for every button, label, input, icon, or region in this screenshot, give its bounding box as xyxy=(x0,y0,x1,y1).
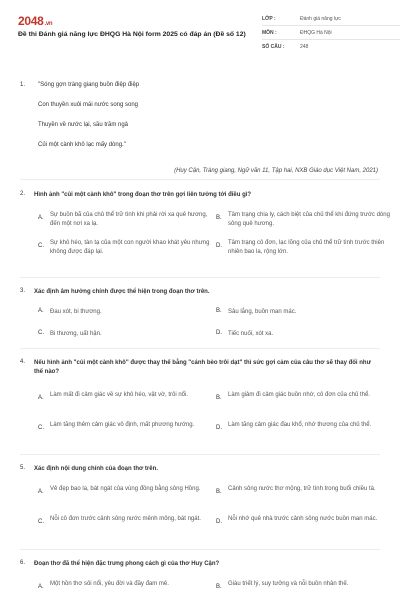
question-number: 5. xyxy=(20,465,26,471)
meta-value: ĐHQG Hà Nội xyxy=(300,29,332,36)
question-text: Xác định âm hưởng chính được thể hiện trong đoạn thơ trên. xyxy=(34,289,210,295)
divider xyxy=(20,454,380,455)
option-text: Đau xót, bi thương. xyxy=(50,309,102,315)
passage-block xyxy=(14,82,386,202)
option-c[interactable] xyxy=(38,330,216,342)
option-a[interactable] xyxy=(38,211,216,231)
option-a[interactable] xyxy=(38,308,216,320)
option-letter: D. xyxy=(216,519,222,525)
option-letter: A. xyxy=(38,395,44,401)
question-text: Nếu hình ảnh "củi một cành khô" được thay thế bằng "cánh bèo trôi dạt" thì sức gợi cảm của câu thơ sẽ thay đổi như thế nào? xyxy=(34,360,371,375)
divider xyxy=(20,277,380,278)
option-letter: C. xyxy=(38,425,44,431)
option-c[interactable] xyxy=(38,515,216,535)
option-text: Sự buồn bã của chủ thể trữ tình khi phải rời xa quê hương, đến một nơi xa lạ. xyxy=(50,212,208,227)
option-text: Nỗi cô đơn trước cảnh sông nước mênh mông, bát ngát. xyxy=(50,516,201,522)
option-a[interactable] xyxy=(38,580,216,600)
option-letter: C. xyxy=(38,330,44,336)
meta-table xyxy=(262,12,400,54)
option-d[interactable] xyxy=(216,421,394,441)
option-text: Một hồn thơ sôi nổi, yêu đời và đầy đam mê. xyxy=(50,581,169,587)
option-text: Tiếc nuối, xót xa. xyxy=(228,331,274,337)
question-5 xyxy=(14,465,386,545)
option-b[interactable] xyxy=(216,211,394,231)
logo-main: 2048 xyxy=(18,14,44,28)
option-letter: B. xyxy=(216,215,222,221)
option-d[interactable] xyxy=(216,330,394,342)
option-text: Giàu triết lý, suy tưởng và nỗi buồn nhân thế. xyxy=(228,581,349,587)
option-text: Làm tăng cảm giác đau khổ, nhớ thương của chủ thể. xyxy=(228,422,372,428)
page-title: Đề thi Đánh giá năng lực ĐHQG Hà Nội form 2025 có đáp án (Đề số 12) xyxy=(18,31,246,38)
divider xyxy=(20,549,380,550)
option-b[interactable] xyxy=(216,485,394,505)
meta-key: SỐ CÂU : xyxy=(262,44,285,50)
meta-row-count xyxy=(262,40,400,54)
meta-key: MÔN : xyxy=(262,29,277,36)
option-text: Tâm trạng cô đơn, lạc lõng của chủ thể trữ tình trước thiên nhiên bao la, rộng lớn. xyxy=(228,240,385,255)
option-text: Vẻ đẹp bao la, bát ngát của vùng đồng bằng sông Hồng. xyxy=(50,486,201,492)
option-b[interactable] xyxy=(216,391,394,411)
question-text: Đoạn thơ đã thể hiện đặc trưng phong cách gì của thơ Huy Cận? xyxy=(34,561,220,567)
option-text: Tâm trạng chia ly, cách biệt của chủ thể khi đứng trước dòng sông quê hương. xyxy=(228,212,390,227)
option-text: Nỗi nhớ quê nhà trước cảnh sông nước buồn man mác. xyxy=(228,516,378,522)
option-c[interactable] xyxy=(38,239,216,259)
poem-source: (Huy Cận, Tràng giang, Ngữ văn 11, Tập hai, NXB Giáo dục Việt Nam, 2021) xyxy=(174,168,378,174)
divider xyxy=(20,348,380,349)
poem-line: Củi một cành khô lạc mấy dòng." xyxy=(38,142,126,148)
poem-line: "Sóng gợn tràng giang buồn điệp điệp xyxy=(38,82,140,88)
option-text: Cảnh sông nước thơ mộng, trữ tình trong buổi chiều tà. xyxy=(228,486,376,492)
logo-tld: .vn xyxy=(44,21,53,27)
option-letter: B. xyxy=(216,489,222,495)
option-letter: D. xyxy=(216,243,222,249)
option-letter: B. xyxy=(216,584,222,590)
option-letter: C. xyxy=(38,243,44,249)
question-number: 6. xyxy=(20,560,26,566)
option-a[interactable] xyxy=(38,391,216,411)
option-letter: D. xyxy=(216,330,222,336)
option-a[interactable] xyxy=(38,485,216,505)
question-3 xyxy=(14,288,386,348)
option-letter: A. xyxy=(38,215,44,221)
meta-row-subject xyxy=(262,26,400,40)
option-text: Bi thương, uất hận. xyxy=(50,331,102,337)
option-d[interactable] xyxy=(216,515,394,535)
option-b[interactable] xyxy=(216,580,394,600)
question-number: 1. xyxy=(20,82,26,88)
meta-value: 248 xyxy=(300,44,309,50)
option-text: Sự khô héo, tàn tạ của một con người khao khát yêu nhưng không được đáp lại. xyxy=(50,240,210,255)
option-letter: B. xyxy=(216,395,222,401)
question-6 xyxy=(14,560,386,600)
option-text: Làm tăng thêm cảm giác vô định, mất phương hướng. xyxy=(50,422,195,428)
question-text: Xác định nội dung chính của đoạn thơ trên. xyxy=(34,466,158,472)
question-number: 3. xyxy=(20,288,26,294)
divider xyxy=(20,179,380,180)
option-text: Làm mất đi cảm giác về sự khô héo, vật vờ, trôi nổi. xyxy=(50,392,189,398)
question-number: 2. xyxy=(20,191,26,197)
option-b[interactable] xyxy=(216,308,394,320)
option-letter: A. xyxy=(38,584,44,590)
option-d[interactable] xyxy=(216,239,394,259)
poem-line: Thuyền về nước lại, sầu trăm ngả xyxy=(38,122,128,128)
option-text: Sâu lắng, buồn man mác. xyxy=(228,309,297,315)
option-letter: D. xyxy=(216,425,222,431)
option-letter: A. xyxy=(38,489,44,495)
option-c[interactable] xyxy=(38,421,216,441)
question-4 xyxy=(14,359,386,449)
option-text: Làm giảm đi cảm giác buồn nhớ, cô đơn của chủ thể. xyxy=(228,392,370,398)
meta-row-class xyxy=(262,12,400,26)
question-number: 4. xyxy=(20,359,26,365)
meta-key: LỚP : xyxy=(262,15,276,22)
option-letter: A. xyxy=(38,308,44,314)
question-text: Hình ảnh "củi một cành khô" trong đoạn thơ trên gợi liên tưởng tới điều gì? xyxy=(34,192,252,198)
site-logo[interactable] xyxy=(18,14,52,28)
option-letter: B. xyxy=(216,308,222,314)
poem-line: Con thuyền xuôi mái nước song song xyxy=(38,102,139,108)
meta-value: Đánh giá năng lực xyxy=(300,15,341,22)
option-letter: C. xyxy=(38,519,44,525)
page-header xyxy=(14,12,386,62)
question-2 xyxy=(14,191,390,271)
